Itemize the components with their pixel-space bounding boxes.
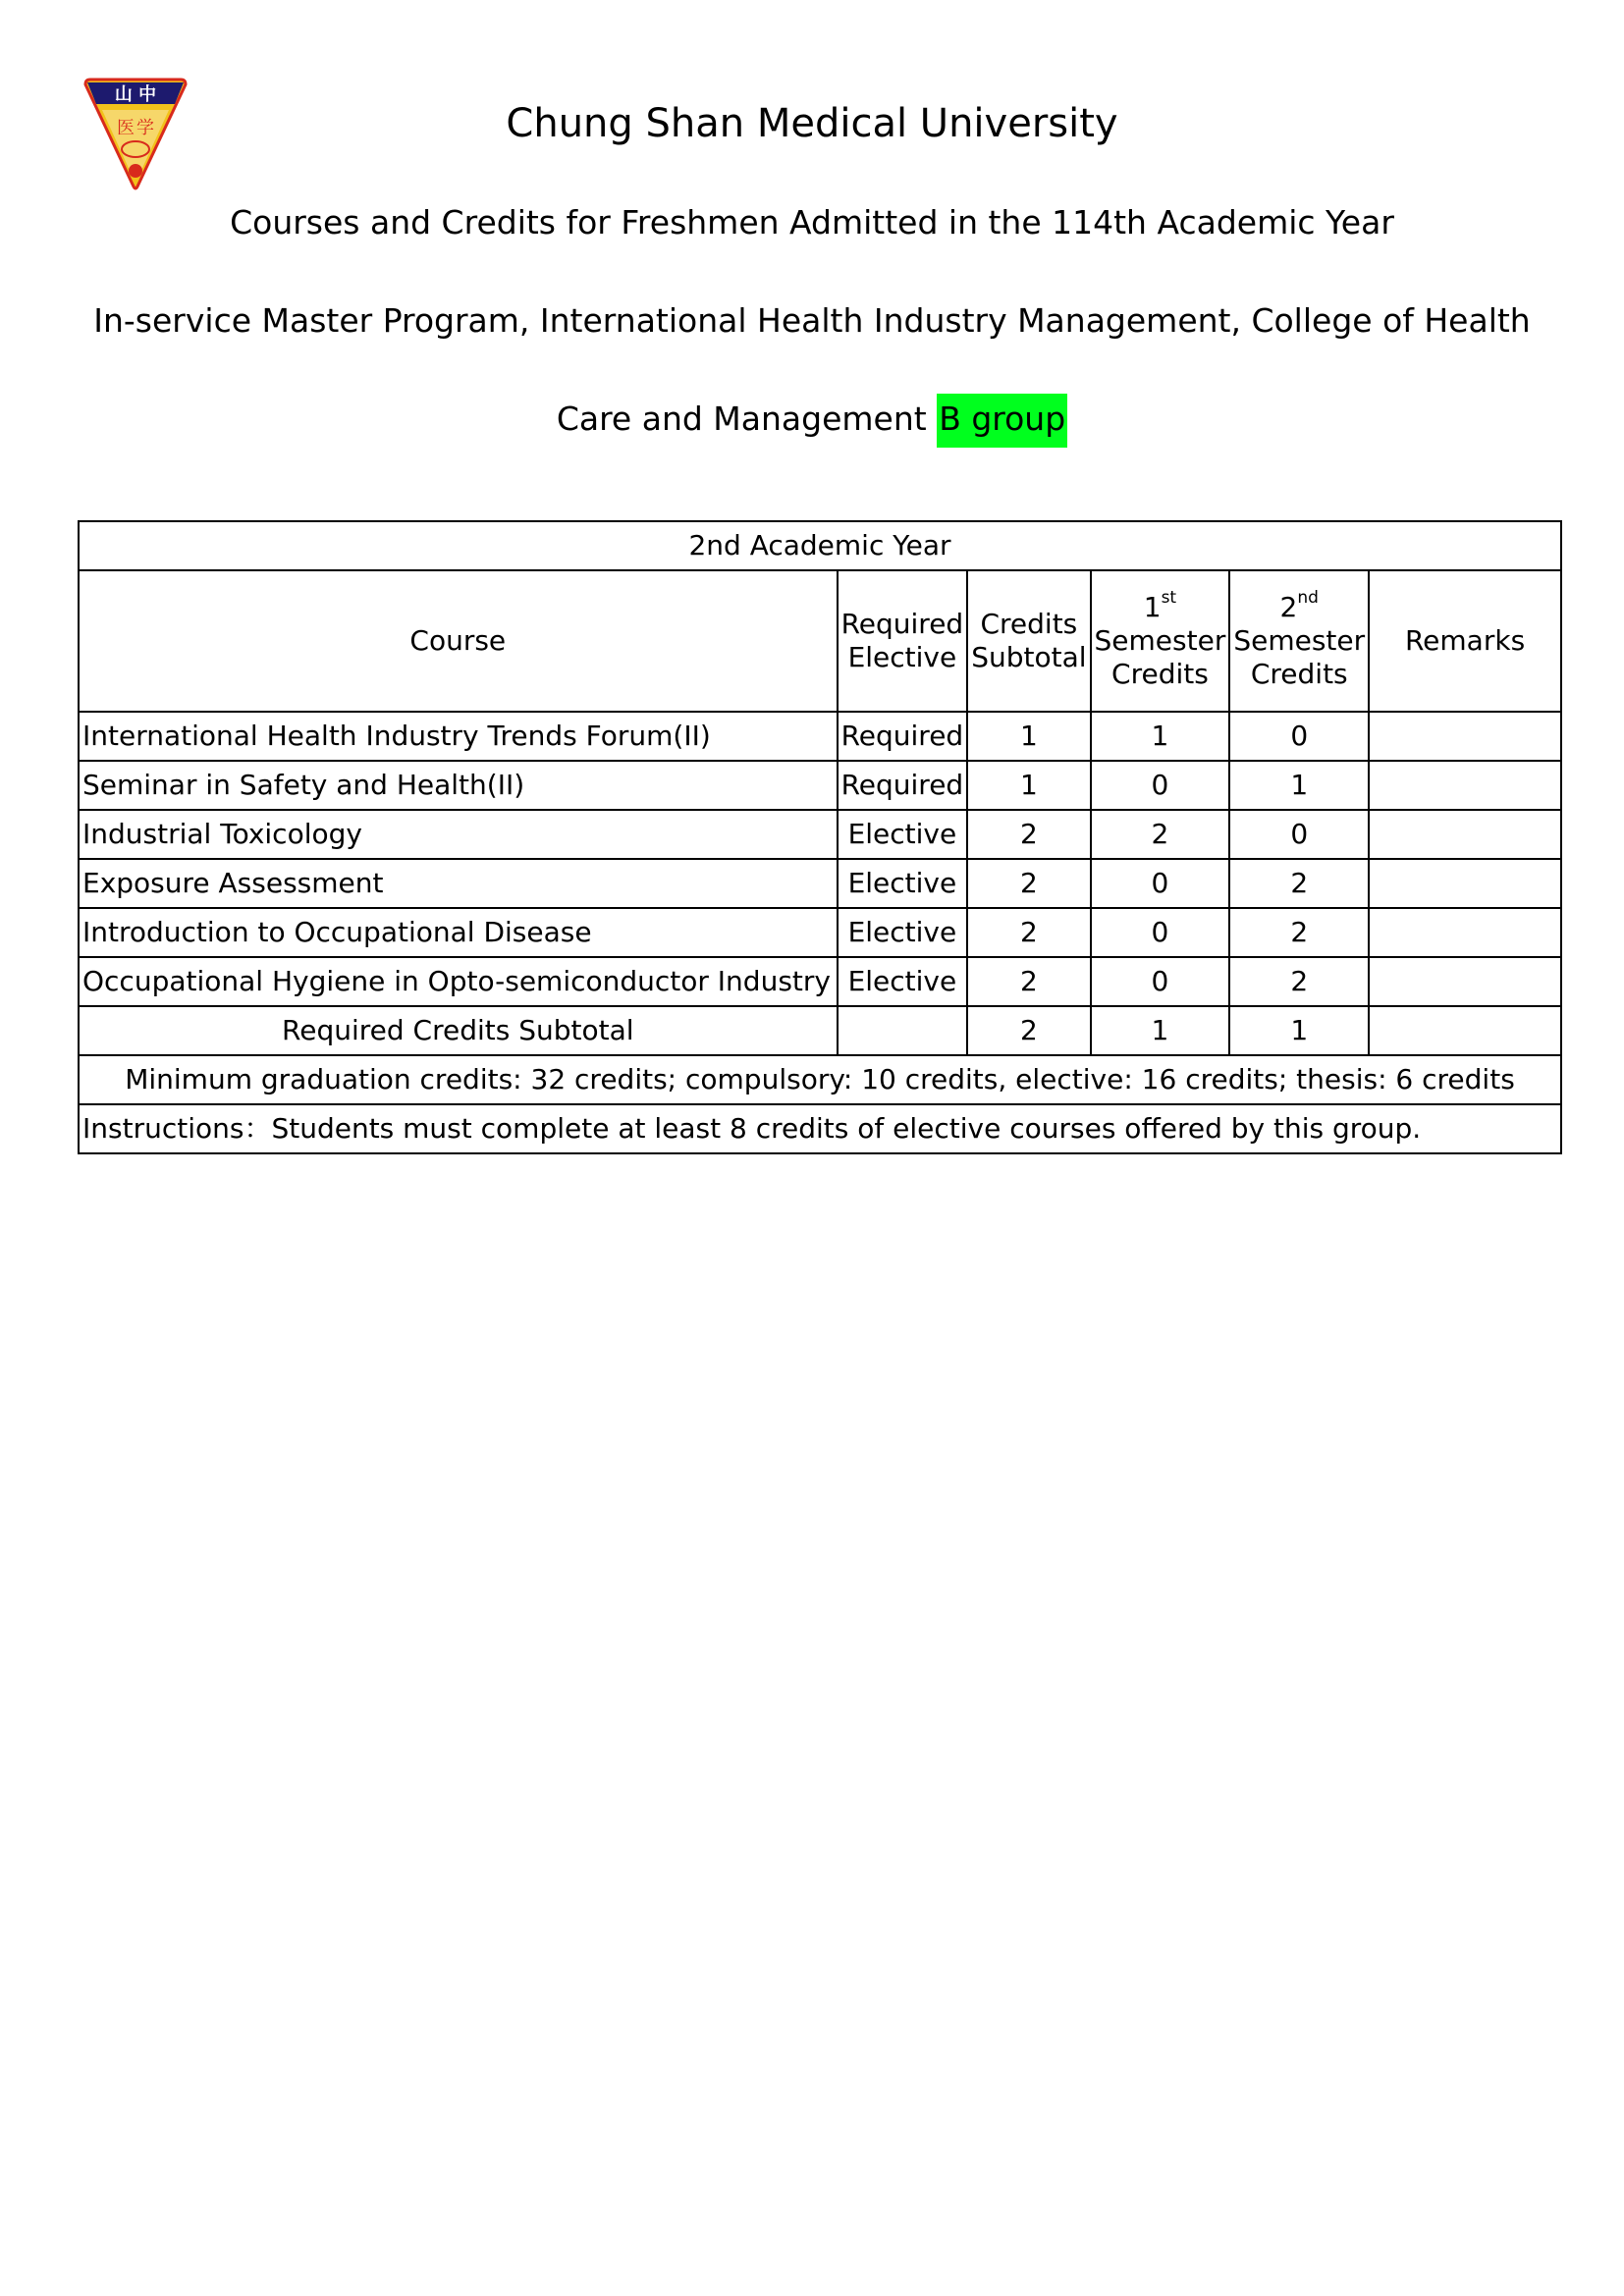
program-title-line2	[0, 400, 1624, 438]
course-type: Required	[838, 761, 968, 810]
header-required-elective: Required Elective	[838, 570, 968, 712]
sem1-credits: 0	[1091, 761, 1230, 810]
credits-subtotal: 1	[967, 761, 1090, 810]
sem1-credits: 0	[1091, 859, 1230, 908]
sem1-credits: 2	[1091, 810, 1230, 859]
course-credits-table	[78, 520, 1562, 1154]
sem2-credits: 2	[1229, 908, 1369, 957]
course-type: Elective	[838, 908, 968, 957]
sem1-credits: 0	[1091, 908, 1230, 957]
table-row	[79, 810, 1561, 859]
sem2-credits: 2	[1229, 957, 1369, 1006]
sem1-credits: 0	[1091, 957, 1230, 1006]
table-row	[79, 908, 1561, 957]
remarks-cell	[1369, 957, 1561, 1006]
credits-subtotal: 1	[967, 712, 1090, 761]
academic-year-title: 2nd Academic Year	[79, 521, 1561, 570]
credits-subtotal: 2	[967, 957, 1090, 1006]
table-row	[79, 957, 1561, 1006]
table-row	[79, 761, 1561, 810]
sem2-credits: 0	[1229, 712, 1369, 761]
header-course: Course	[79, 570, 838, 712]
subtotal-row	[79, 1006, 1561, 1055]
subtotal-sem2: 1	[1229, 1006, 1369, 1055]
table-row	[79, 712, 1561, 761]
course-name: Industrial Toxicology	[79, 810, 838, 859]
subtotal-credits: 2	[967, 1006, 1090, 1055]
sem1-credits: 1	[1091, 712, 1230, 761]
course-type: Required	[838, 712, 968, 761]
course-name: International Health Industry Trends Forum(II)	[79, 712, 838, 761]
course-name: Introduction to Occupational Disease	[79, 908, 838, 957]
course-type: Elective	[838, 859, 968, 908]
course-name: Occupational Hygiene in Opto-semiconductor Industry	[79, 957, 838, 1006]
subtotal-label: Required Credits Subtotal	[79, 1006, 838, 1055]
sem2-credits: 1	[1229, 761, 1369, 810]
subtotal-type	[838, 1006, 968, 1055]
course-type: Elective	[838, 957, 968, 1006]
program-title-prefix: Care and Management	[556, 400, 938, 438]
instructions-note: Instructions：Students must complete at least 8 credits of elective courses offered by this group.	[79, 1104, 1561, 1153]
university-title: Chung Shan Medical University	[506, 101, 1118, 146]
header-remarks: Remarks	[1369, 570, 1561, 712]
remarks-cell	[1369, 908, 1561, 957]
header-credits-subtotal: Credits Subtotal	[967, 570, 1090, 712]
remarks-cell	[1369, 761, 1561, 810]
credits-subtotal: 2	[967, 908, 1090, 957]
subtotal-remarks	[1369, 1006, 1561, 1055]
remarks-cell	[1369, 859, 1561, 908]
logo-top-text: 山 中	[114, 84, 157, 105]
group-highlight: B group	[937, 394, 1067, 448]
remarks-cell	[1369, 712, 1561, 761]
table-row	[79, 859, 1561, 908]
document-subtitle: Courses and Credits for Freshmen Admitted in the 114th Academic Year	[230, 203, 1394, 241]
table-header-row	[79, 570, 1561, 712]
logo-mid-text: 医	[117, 118, 135, 138]
logo-mid-text2: 学	[136, 118, 154, 138]
header-first-semester: 1st Semester Credits	[1091, 570, 1230, 712]
sem2-credits: 2	[1229, 859, 1369, 908]
course-name: Seminar in Safety and Health(II)	[79, 761, 838, 810]
program-title-line1: In-service Master Program, International Health Industry Management, College of Health	[93, 301, 1531, 340]
credits-subtotal: 2	[967, 810, 1090, 859]
course-type: Elective	[838, 810, 968, 859]
course-name: Exposure Assessment	[79, 859, 838, 908]
header-second-semester: 2nd Semester Credits	[1229, 570, 1369, 712]
subtotal-sem1: 1	[1091, 1006, 1230, 1055]
graduation-requirements: Minimum graduation credits: 32 credits; compulsory: 10 credits, elective: 16 credits; thesis: 6 credits	[79, 1055, 1561, 1104]
remarks-cell	[1369, 810, 1561, 859]
credits-subtotal: 2	[967, 859, 1090, 908]
sem2-credits: 0	[1229, 810, 1369, 859]
